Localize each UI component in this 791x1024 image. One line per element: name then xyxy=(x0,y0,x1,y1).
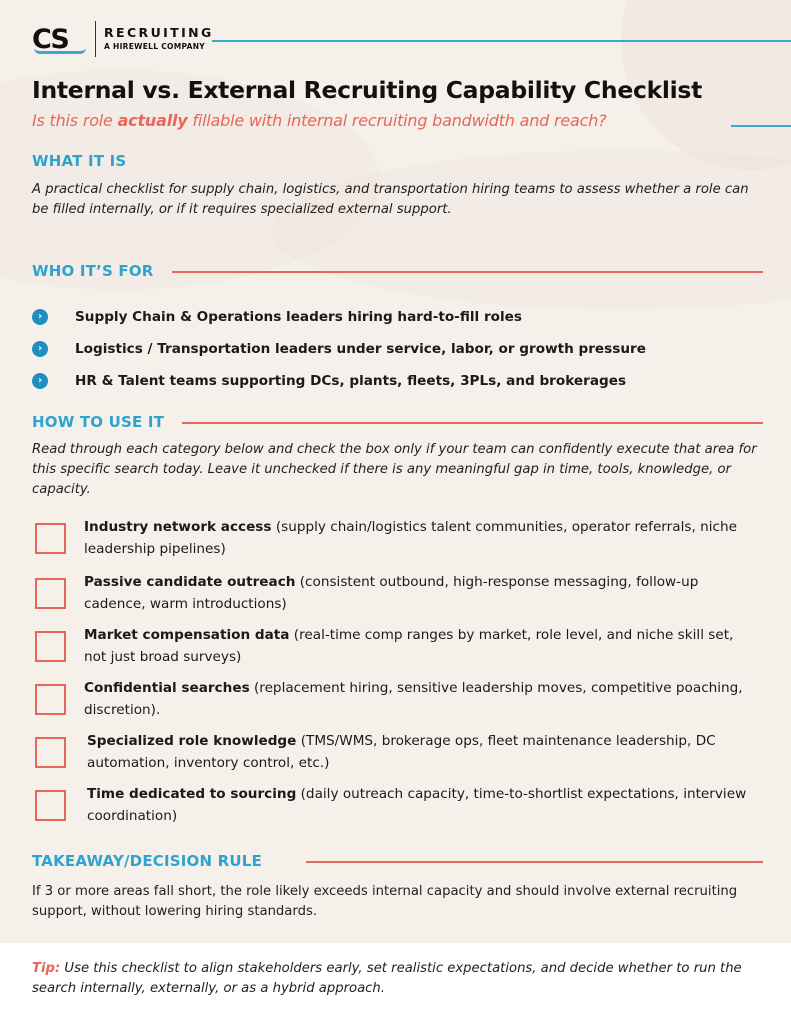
checkbox[interactable] xyxy=(35,631,66,662)
tip-body: Use this checklist to align stakeholders early, set realistic expectations, and decide whether to run the search internally, externally, or as a hybrid approach. xyxy=(32,961,742,996)
list-item-text: HR & Talent teams supporting DCs, plants, fleets, 3PLs, and brokerages xyxy=(75,373,627,389)
chevron-right-icon: › xyxy=(32,309,48,325)
checklist-item-heading: Confidential searches xyxy=(84,680,250,696)
list-item xyxy=(32,333,772,365)
checklist-item-heading: Passive candidate outreach xyxy=(84,574,296,590)
checkbox[interactable] xyxy=(35,737,66,768)
checklist-item-detail: (real-time comp ranges by market, role level, and niche skill set, not just broad surveys) xyxy=(84,627,734,665)
section-heading-what-it-is: WHAT IT IS xyxy=(32,152,127,170)
list-item-text: Supply Chain & Operations leaders hiring hard-to-fill roles xyxy=(75,309,522,325)
checklist-item-heading: Industry network access xyxy=(84,519,272,535)
checklist-item-detail: (replacement hiring, sensitive leadership moves, competitive poaching, discretion). xyxy=(84,680,743,718)
subtitle-emphasis: actually xyxy=(117,111,188,130)
subtitle-text: fillable with internal recruiting bandwidth and reach? xyxy=(187,111,607,130)
checklist-item-detail: (daily outreach capacity, time-to-shortlist expectations, interview coordination) xyxy=(87,786,747,824)
checkbox[interactable] xyxy=(35,578,66,609)
checklist-item-heading: Market compensation data xyxy=(84,627,290,643)
section-rule xyxy=(306,861,763,863)
list-item xyxy=(32,301,772,333)
checklist-item xyxy=(35,623,765,671)
section-heading-who-its-for: WHO IT’S FOR xyxy=(32,262,154,280)
chevron-right-icon: › xyxy=(32,373,48,389)
page-subtitle xyxy=(32,111,606,130)
tip-label: Tip: xyxy=(32,961,61,976)
what-it-is-text: A practical checklist for supply chain, logistics, and transportation hiring teams to assess whether a role can be filled internally, or if it requires specialized external support. xyxy=(32,182,749,217)
logo-swoosh-icon xyxy=(34,48,86,54)
checkbox[interactable] xyxy=(35,790,66,821)
subtitle-divider xyxy=(731,125,791,127)
list-item-text: Logistics / Transportation leaders under service, labor, or growth pressure xyxy=(75,341,646,357)
checklist-item-heading: Time dedicated to sourcing xyxy=(87,786,297,802)
checklist-item-text xyxy=(87,730,747,774)
header xyxy=(32,19,791,63)
checklist-item xyxy=(35,729,765,777)
checklist-item xyxy=(35,515,765,563)
checklist-item-detail: (supply chain/logistics talent communities, operator referrals, niche leadership pipelines) xyxy=(84,519,737,557)
checklist-item xyxy=(35,782,765,830)
cs-logo: CS xyxy=(32,24,68,55)
section-heading-how-to-use: HOW TO USE IT xyxy=(32,413,165,431)
checklist-item xyxy=(35,570,765,618)
how-to-use-text: Read through each category below and check the box only if your team can confidently execute that area for this specific search today. Leave it unchecked if there is any meaningful gap in time, tools, knowledge, or capacity. xyxy=(32,442,757,497)
checklist-item xyxy=(35,676,765,724)
checklist-item-text xyxy=(84,624,744,668)
list-item xyxy=(32,365,772,397)
brand-name: RECRUITING xyxy=(104,25,214,40)
checklist-item-text xyxy=(84,516,744,560)
audience-list xyxy=(32,301,772,397)
section-rule xyxy=(172,271,763,273)
checklist-item-text xyxy=(84,677,744,721)
checklist-item-detail: (TMS/WMS, brokerage ops, fleet maintenance leadership, DC automation, inventory control, etc.) xyxy=(87,733,716,771)
checklist-item-text xyxy=(84,571,744,615)
tip-text xyxy=(32,959,762,999)
sub-brand: A HIREWELL COMPANY xyxy=(104,42,206,51)
section-heading-takeaway: TAKEAWAY/DECISION RULE xyxy=(32,852,263,870)
subtitle-text: Is this role xyxy=(32,111,118,130)
takeaway-text: If 3 or more areas fall short, the role likely exceeds internal capacity and should involve external recruiting support, without lowering hiring standards. xyxy=(32,884,738,919)
page-title: Internal vs. External Recruiting Capability Checklist xyxy=(32,76,703,104)
checkbox[interactable] xyxy=(35,684,66,715)
chevron-right-icon: › xyxy=(32,341,48,357)
checklist-item-detail: (consistent outbound, high-response messaging, follow-up cadence, warm introductions) xyxy=(84,574,699,612)
checklist-item-text xyxy=(87,783,747,827)
section-rule xyxy=(182,422,763,424)
header-divider xyxy=(212,40,791,42)
logo-divider xyxy=(95,21,96,57)
checkbox[interactable] xyxy=(35,523,66,554)
checklist-item-heading: Specialized role knowledge xyxy=(87,733,297,749)
